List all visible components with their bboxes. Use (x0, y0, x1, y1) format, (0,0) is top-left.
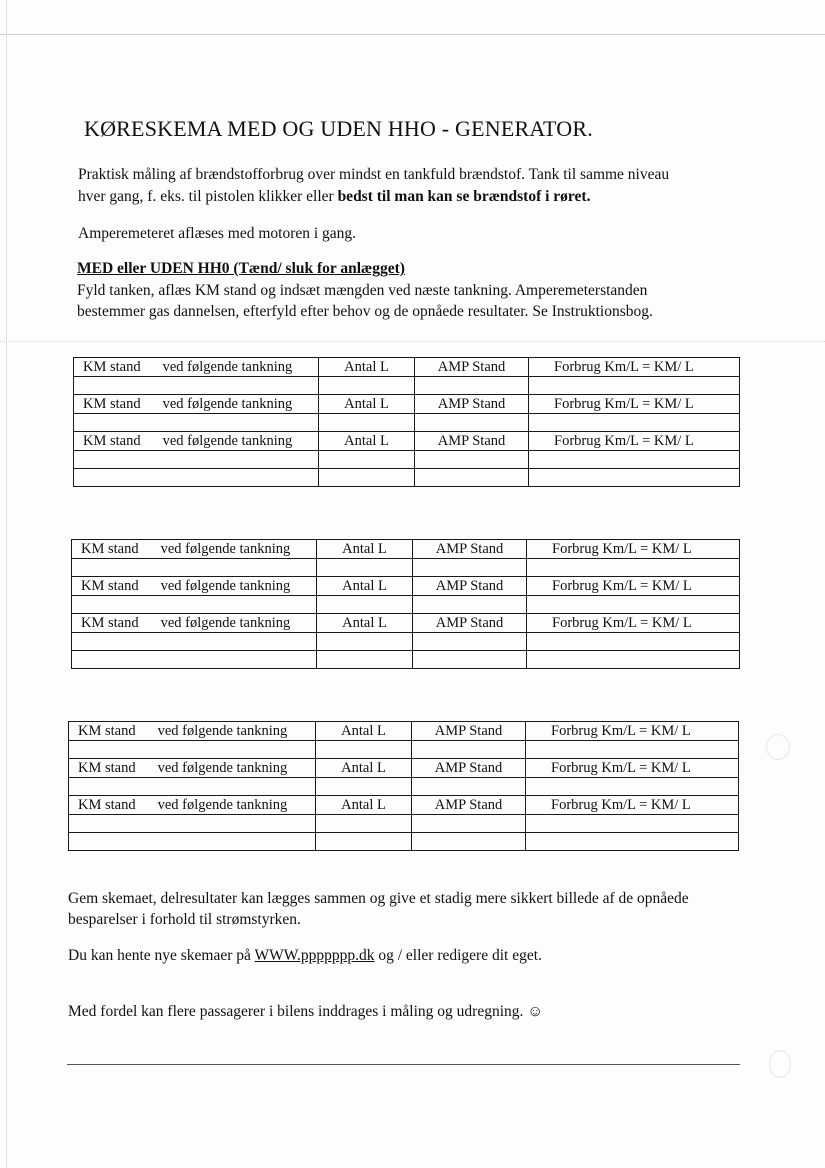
km-stand-header (72, 577, 317, 596)
forbrug-header: Forbrug Km/L = KM/ L (526, 759, 739, 778)
table-header-row (74, 432, 740, 451)
antal-l-header: Antal L (316, 759, 412, 778)
table-entry-row (72, 633, 740, 651)
intro-line-2-text: hver gang, f. eks. til pistolen klikker eller (78, 188, 338, 205)
table-header-row (69, 796, 739, 815)
log-table-1 (73, 357, 740, 487)
table-header-row (74, 358, 740, 377)
table-entry-row (72, 559, 740, 577)
outro-line-2: besparelser i forhold til strømstyrken. (68, 911, 301, 928)
download-link[interactable]: WWW.ppppppp.dk (254, 947, 375, 964)
table-entry-row (69, 815, 739, 833)
amp-stand-header: AMP Stand (413, 577, 527, 596)
download-suffix: og / eller redigere dit eget. (374, 947, 542, 964)
forbrug-header: Forbrug Km/L = KM/ L (529, 432, 740, 451)
km-stand-label: KM stand (81, 577, 139, 594)
km-stand-cell[interactable] (72, 596, 317, 614)
table-header-row (69, 759, 739, 778)
antal-l-header: Antal L (317, 540, 413, 559)
intro-line-2 (78, 186, 669, 208)
antal-l-cell[interactable] (316, 815, 412, 833)
km-stand-header (74, 395, 319, 414)
table-entry-row (69, 778, 739, 796)
km-stand-header (69, 759, 316, 778)
antal-l-cell[interactable] (317, 559, 413, 577)
table-header-row (69, 722, 739, 741)
outro-paragraph (68, 888, 689, 930)
km-stand-cell[interactable] (74, 469, 319, 487)
km-stand-cell[interactable] (72, 651, 317, 669)
antal-l-header: Antal L (319, 432, 415, 451)
ved-tankning-label: ved følgende tankning (157, 722, 288, 739)
intro-line-2-bold: bedst til man kan se brændstof i røret. (337, 188, 591, 205)
antal-l-header: Antal L (316, 722, 412, 741)
amp-stand-cell[interactable] (415, 414, 529, 432)
forbrug-cell[interactable] (529, 451, 740, 469)
km-stand-cell[interactable] (74, 377, 319, 395)
table-entry-row (74, 451, 740, 469)
ved-tankning-label: ved følgende tankning (160, 614, 291, 631)
km-stand-label: KM stand (83, 432, 141, 449)
km-stand-label: KM stand (81, 540, 139, 557)
med-uden-line-2: bestemmer gas dannelsen, efterfyld efter behov og de opnåede resultater. Se Instruktionsbog. (77, 303, 653, 320)
km-stand-cell[interactable] (74, 414, 319, 432)
forbrug-cell[interactable] (527, 633, 740, 651)
amp-stand-header: AMP Stand (415, 358, 529, 377)
antal-l-cell[interactable] (316, 778, 412, 796)
med-uden-paragraph (77, 280, 653, 322)
table-entry-row (74, 469, 740, 487)
km-stand-header (69, 722, 316, 741)
antal-l-cell[interactable] (316, 741, 412, 759)
km-stand-cell[interactable] (69, 815, 316, 833)
table-entry-row (69, 741, 739, 759)
scan-smudge (766, 734, 790, 760)
log-table-3 (68, 721, 739, 851)
forbrug-cell[interactable] (527, 651, 740, 669)
table-header-row (72, 577, 740, 596)
table-header-row (72, 614, 740, 633)
outro-line-1: Gem skemaet, delresultater kan lægges sammen og give et stadig mere sikkert billede af de opnåede (68, 890, 689, 907)
ved-tankning-label: ved følgende tankning (162, 395, 293, 412)
ved-tankning-label: ved følgende tankning (160, 577, 291, 594)
med-uden-line-1: Fyld tanken, aflæs KM stand og indsæt mængden ved næste tankning. Amperemeterstanden (77, 282, 648, 299)
amp-stand-cell[interactable] (413, 559, 527, 577)
amp-stand-cell[interactable] (415, 377, 529, 395)
amp-stand-cell[interactable] (412, 815, 526, 833)
forbrug-cell[interactable] (527, 559, 740, 577)
amp-stand-header: AMP Stand (415, 432, 529, 451)
km-stand-header (74, 432, 319, 451)
ved-tankning-label: ved følgende tankning (157, 759, 288, 776)
antal-l-header: Antal L (316, 796, 412, 815)
amperemeter-note: Amperemeteret aflæses med motoren i gang. (78, 225, 357, 242)
amp-stand-cell[interactable] (415, 451, 529, 469)
page-title: KØRESKEMA MED OG UDEN HHO - GENERATOR. (84, 116, 593, 141)
antal-l-cell[interactable] (316, 833, 412, 851)
scan-fold-line (0, 341, 825, 342)
download-prefix: Du kan hente nye skemaer på (68, 947, 255, 964)
amp-stand-header: AMP Stand (413, 614, 527, 633)
antal-l-cell[interactable] (319, 414, 415, 432)
passengers-note: Med fordel kan flere passagerer i bilens inddrages i måling og udregning. ☺ (68, 1003, 544, 1020)
km-stand-label: KM stand (81, 614, 139, 631)
amp-stand-header: AMP Stand (415, 395, 529, 414)
amp-stand-header: AMP Stand (412, 722, 526, 741)
forbrug-cell[interactable] (529, 414, 740, 432)
ved-tankning-label: ved følgende tankning (162, 358, 293, 375)
table-entry-row (72, 651, 740, 669)
antal-l-cell[interactable] (319, 469, 415, 487)
km-stand-cell[interactable] (69, 778, 316, 796)
forbrug-header: Forbrug Km/L = KM/ L (527, 614, 740, 633)
antal-l-header: Antal L (317, 614, 413, 633)
forbrug-cell[interactable] (526, 778, 739, 796)
intro-paragraph (78, 164, 669, 208)
table-entry-row (72, 596, 740, 614)
km-stand-cell[interactable] (69, 741, 316, 759)
amp-stand-cell[interactable] (412, 741, 526, 759)
forbrug-header: Forbrug Km/L = KM/ L (529, 358, 740, 377)
antal-l-header: Antal L (317, 577, 413, 596)
forbrug-cell[interactable] (527, 596, 740, 614)
km-stand-cell[interactable] (72, 559, 317, 577)
forbrug-header: Forbrug Km/L = KM/ L (529, 395, 740, 414)
km-stand-cell[interactable] (72, 633, 317, 651)
amp-stand-cell[interactable] (412, 833, 526, 851)
forbrug-header: Forbrug Km/L = KM/ L (526, 722, 739, 741)
amp-stand-cell[interactable] (415, 469, 529, 487)
antal-l-cell[interactable] (317, 596, 413, 614)
km-stand-header (72, 540, 317, 559)
amp-stand-cell[interactable] (412, 778, 526, 796)
antal-l-cell[interactable] (317, 633, 413, 651)
ved-tankning-label: ved følgende tankning (160, 540, 291, 557)
table-entry-row (74, 414, 740, 432)
log-table-2 (71, 539, 740, 669)
amp-stand-header: AMP Stand (412, 796, 526, 815)
table-header-row (72, 540, 740, 559)
km-stand-cell[interactable] (74, 451, 319, 469)
antal-l-cell[interactable] (319, 377, 415, 395)
scan-edge-top (0, 34, 825, 35)
km-stand-label: KM stand (78, 759, 136, 776)
forbrug-cell[interactable] (526, 741, 739, 759)
amp-stand-cell[interactable] (413, 633, 527, 651)
ved-tankning-label: ved følgende tankning (157, 796, 288, 813)
km-stand-label: KM stand (83, 358, 141, 375)
antal-l-cell[interactable] (317, 651, 413, 669)
km-stand-label: KM stand (78, 722, 136, 739)
km-stand-header (72, 614, 317, 633)
km-stand-cell[interactable] (69, 833, 316, 851)
km-stand-label: KM stand (78, 796, 136, 813)
scan-edge-left (6, 0, 7, 1168)
forbrug-header: Forbrug Km/L = KM/ L (527, 577, 740, 596)
table-entry-row (74, 377, 740, 395)
antal-l-header: Antal L (319, 395, 415, 414)
bottom-rule (67, 1064, 740, 1065)
table-entry-row (69, 833, 739, 851)
forbrug-cell[interactable] (529, 469, 740, 487)
antal-l-header: Antal L (319, 358, 415, 377)
km-stand-header (74, 358, 319, 377)
intro-line-1: Praktisk måling af brændstofforbrug over mindst en tankfuld brændstof. Tank til samme niveau (78, 166, 670, 183)
table-header-row (74, 395, 740, 414)
forbrug-header: Forbrug Km/L = KM/ L (527, 540, 740, 559)
forbrug-cell[interactable] (529, 377, 740, 395)
ved-tankning-label: ved følgende tankning (162, 432, 293, 449)
amp-stand-cell[interactable] (413, 651, 527, 669)
scan-smudge (769, 1050, 791, 1078)
amp-stand-header: AMP Stand (412, 759, 526, 778)
amp-stand-header: AMP Stand (413, 540, 527, 559)
forbrug-header: Forbrug Km/L = KM/ L (526, 796, 739, 815)
forbrug-cell[interactable] (526, 833, 739, 851)
km-stand-header (69, 796, 316, 815)
forbrug-cell[interactable] (526, 815, 739, 833)
med-uden-heading: MED eller UDEN HH0 (Tænd/ sluk for anlægget) (77, 260, 405, 277)
download-paragraph (68, 945, 542, 967)
km-stand-label: KM stand (83, 395, 141, 412)
antal-l-cell[interactable] (319, 451, 415, 469)
amp-stand-cell[interactable] (413, 596, 527, 614)
